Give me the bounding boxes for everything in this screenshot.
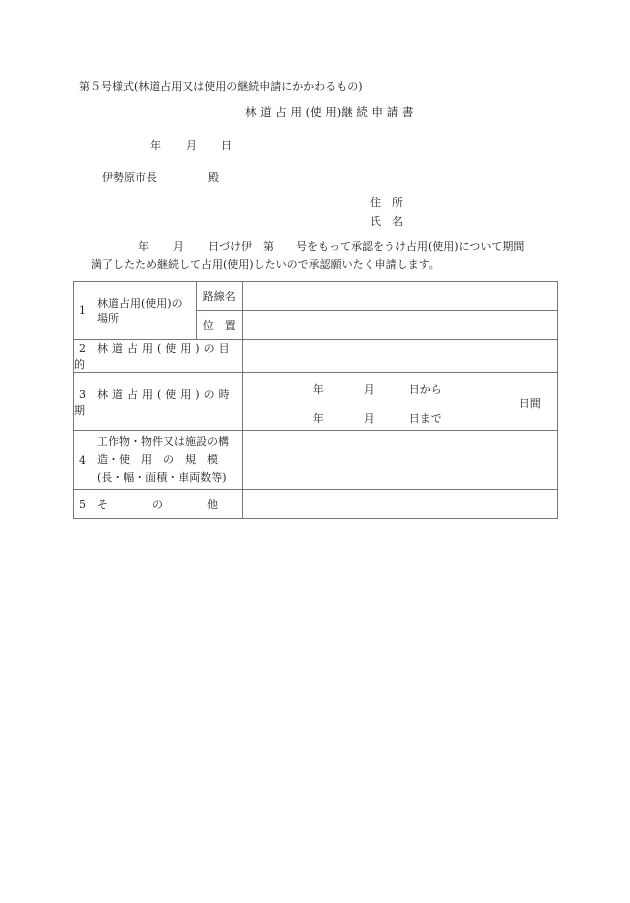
location-field[interactable] <box>242 311 557 340</box>
structure-scale-field[interactable] <box>242 431 557 490</box>
date-year: 年 <box>150 139 161 152</box>
row5-label: 5 そ の 他 <box>74 490 243 519</box>
address-label: 住 所 <box>370 196 403 209</box>
row1-label: 1 林道占用(使用)の 場所 <box>74 282 197 340</box>
addressee-name: 伊勢原市長 <box>102 171 157 184</box>
route-name-field[interactable] <box>242 282 557 311</box>
body-line1-rest: 日づけ伊 第 号をもって承認をうけ占用(使用)について期間 <box>208 240 525 253</box>
from-month: 月 <box>363 383 375 396</box>
to-month: 月 <box>363 412 375 425</box>
application-table <box>73 281 558 519</box>
duration-days: 日間 <box>518 397 541 410</box>
other-field[interactable] <box>242 490 557 519</box>
to-year: 年 <box>312 412 324 425</box>
table-row <box>74 282 558 311</box>
date-month: 月 <box>186 139 197 152</box>
name-label: 氏 名 <box>370 215 403 228</box>
row3-label: 3 林道占用(使用)の時期 <box>74 373 243 431</box>
body-line2: 満了したため継続して占用(使用)したいので承認願いたく申請します。 <box>91 258 440 271</box>
period-field[interactable] <box>242 373 557 431</box>
addressee-honorific: 殿 <box>208 171 219 184</box>
table-row <box>74 340 558 373</box>
date-day: 日 <box>221 139 232 152</box>
from-year: 年 <box>312 383 324 396</box>
table-row <box>74 373 558 431</box>
table-row <box>74 431 558 490</box>
form-number: 第５号様式(林道占用又は使用の継続申請にかかわるもの) <box>79 80 363 93</box>
row2-label: 2 林道占用(使用)の目的 <box>74 340 243 373</box>
from-day: 日から <box>408 383 442 396</box>
table-row <box>74 490 558 519</box>
row4-label: 4 工作物・物件又は施設の構 造・使 用 の 規 模 (長・幅・面積・車両数等) <box>74 431 243 490</box>
route-name-label: 路線名 <box>196 282 242 311</box>
document-title: 林 道 占 用 (使 用)継 続 申 請 書 <box>245 105 414 119</box>
body-year: 年 <box>138 240 149 253</box>
location-label: 位 置 <box>196 311 242 340</box>
to-day: 日まで <box>408 412 442 425</box>
purpose-field[interactable] <box>242 340 557 373</box>
body-month: 月 <box>173 240 184 253</box>
